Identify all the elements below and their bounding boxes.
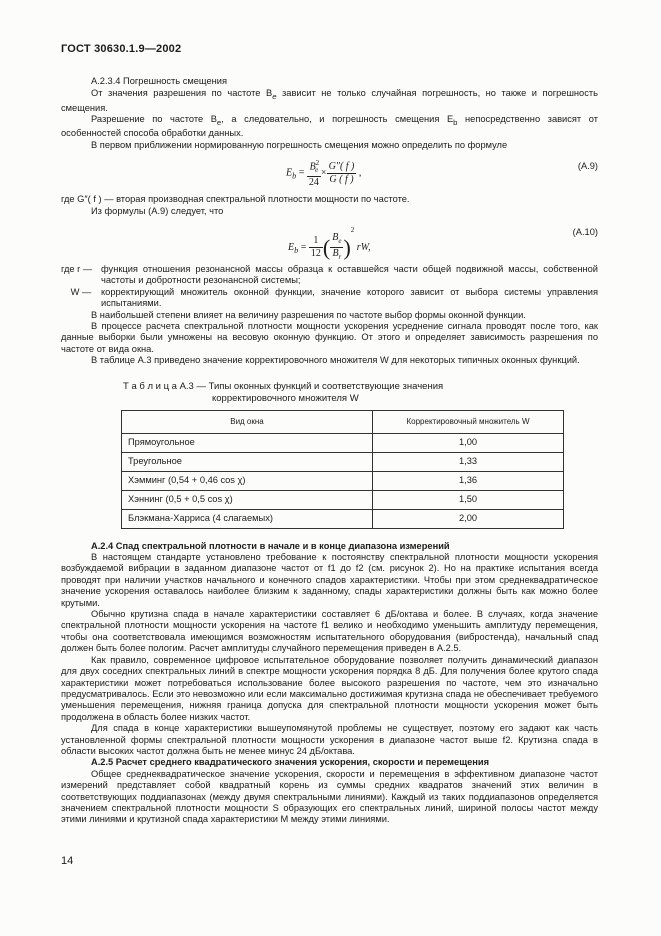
page-content	[61, 76, 598, 826]
page-number: 14	[61, 855, 74, 867]
column-header: Корректировочный множитель W	[373, 410, 564, 433]
window-functions-table	[121, 410, 564, 529]
paragraph: В настоящем стандарте установлено требование к постоянству спектральной плотности мощности ускорения возбуждаемой вибрации в заданном диапазоне частот от f1 до f2 (см. рисунок 2). Но на практике испытания всегда проводят при наличии участков начального и конечного спадов характеристики. Чтобы при этом среднеквадратическое значение ускорения оставалось наиболее близким к заданному, спады характеристики должны быть как можно более крутыми.	[61, 552, 598, 608]
document-header: ГОСТ 30630.1.9—2002	[61, 43, 182, 55]
fraction: $\frac{B_e}{B_r}$	[332, 232, 342, 262]
table-row: Блэкмана-Харриса (4 слагаемых) 2,00	[122, 509, 564, 528]
formula-a9: $E_b$ = $\frac{B^2_e}{24}$ × $\frac{G''( f )}{G ( f )}$ , (A.9)	[286, 159, 598, 189]
paragraph: где G″( f ) — вторая производная спектральной плотности мощности по частоте.	[61, 194, 410, 205]
paragraph: От значения разрешения по частоте $B_e$ зависит не только случайная погрешность, но также и погрешность смещения.	[61, 88, 598, 113]
table-row: Хэннинг (0,5 + 0,5 cos χ) 1,50	[122, 490, 564, 509]
definition-r: где r — функция отношения резонансной массы образца к оставшейся части общей подвижной массы, собственной частоты и добротности резонансной системы;	[61, 263, 598, 286]
formula-number: (A.9)	[577, 161, 598, 172]
paragraph: В таблице A.3 приведено значение корректировочного множителя W для некоторых типичных оконных функций.	[91, 355, 580, 366]
table-caption: Т а б л и ц а A.3 — Типы оконных функций и соответствующие значения корректировочного множителя W	[123, 380, 444, 404]
table-row: Треугольное 1,33	[122, 452, 564, 471]
paragraph: Общее среднеквадратическое значение ускорения, скорости и перемещения в эффективном диапазоне частот измерений представляет собой квадратный корень из суммы средних квадратов значений этих величин в соответствующих поддиапазонах (между двумя спектральными линиями). Каждый из таких поддиапазонов определяется значением спектральной плотности мощности S образующих его спектральных линий, шириной полосы частот между этими линиями и крутизной спада характеристики M между этими линиями.	[61, 768, 598, 825]
fraction: $\frac{G''( f )}{G ( f )}$	[328, 160, 355, 185]
paragraph: В процессе расчета спектральной плотности мощности ускорения усреднение сигнала проводят после того, как данные выборки были умножены на весовую оконную функцию. От этого и определяет зависимость разрешения по частоте от вида окна.	[61, 321, 598, 354]
definition-w: W — корректирующий множитель оконной функции, значение которого зависит от выбора системы управления испытаниями.	[70, 286, 598, 309]
paragraph: В наибольшей степени влияет на величину разрешения по частоте выбор формы оконной функции.	[91, 309, 526, 320]
fraction: $\frac{B^2_e}{24}$	[308, 159, 320, 189]
fraction: $\frac{1}{12}$	[310, 235, 321, 260]
section-a234-title: A.2.3.4 Погрешность смещения	[91, 76, 228, 86]
table-row: Хэмминг (0,54 + 0,46 cos χ) 1,36	[122, 471, 564, 490]
column-header: Вид окна	[122, 410, 373, 433]
paragraph: В первом приближении нормированную погрешность смещения можно определить по формуле	[91, 139, 508, 150]
paragraph: Разрешение по частоте $B_e$, а следовательно, и погрешность смещения $E_b$ непосредственно зависят от особенностей способа обработки данных.	[61, 114, 598, 139]
paragraph: Для спада в конце характеристики вышеупомянутой проблемы не существует, поэтому его задают как часть установленной формы спектральной плотности мощности ускорения в диапазоне частот выше f2. Крутизна спада в области высоких частот должна быть не менее минус 24 дБ/октава.	[61, 723, 598, 756]
paragraph: Обычно крутизна спада в начале характеристики составляет 6 дБ/октава и более. В случаях, когда значение спектральной плотности мощности ускорения на частоте f1 велико и необходимо уменьшить амплитуду перемещения, чтобы она соответствовала имеющимся возможностям испытательного оборудования (вибростенда), начальный спад должен быть более пологим. Расчет амплитуды случайного перемещения приведен в A.2.5.	[61, 609, 598, 654]
formula-number: (A.10)	[572, 226, 598, 237]
section-a24-title: A.2.4 Спад спектральной плотности в начале и в конце диапазона измерений	[91, 540, 450, 551]
table-row: Прямоугольное 1,00	[122, 433, 564, 452]
paragraph: Из формулы (A.9) следует, что	[91, 205, 224, 216]
paragraph: Как правило, современное цифровое испытательное оборудование позволяет получить динамический диапазон для двух соседних спектральных линий в спектре мощности ускорения порядка 8 дБ. Для получения более крутого спада характеристики может потребоваться использование более высокого разрешения по частоте, чем это изначально предусматривалось. Если это невозможно или если максимально достижимая крутизна спада не обеспечивает требуемого уменьшения перемещения, нижняя граница допуска для спектральной плотности мощности ускорения может быть продолжена в область более низких частот.	[61, 654, 598, 722]
section-a25-title: A.2.5 Расчет среднего квадратического значения ускорения, скорости и перемещения	[91, 757, 489, 768]
formula-a10: $E_b$ = $\frac{1}{12}$ ( $\frac{B_e}{B_r}$ )$^2$ rW, (A.10)	[288, 225, 598, 262]
